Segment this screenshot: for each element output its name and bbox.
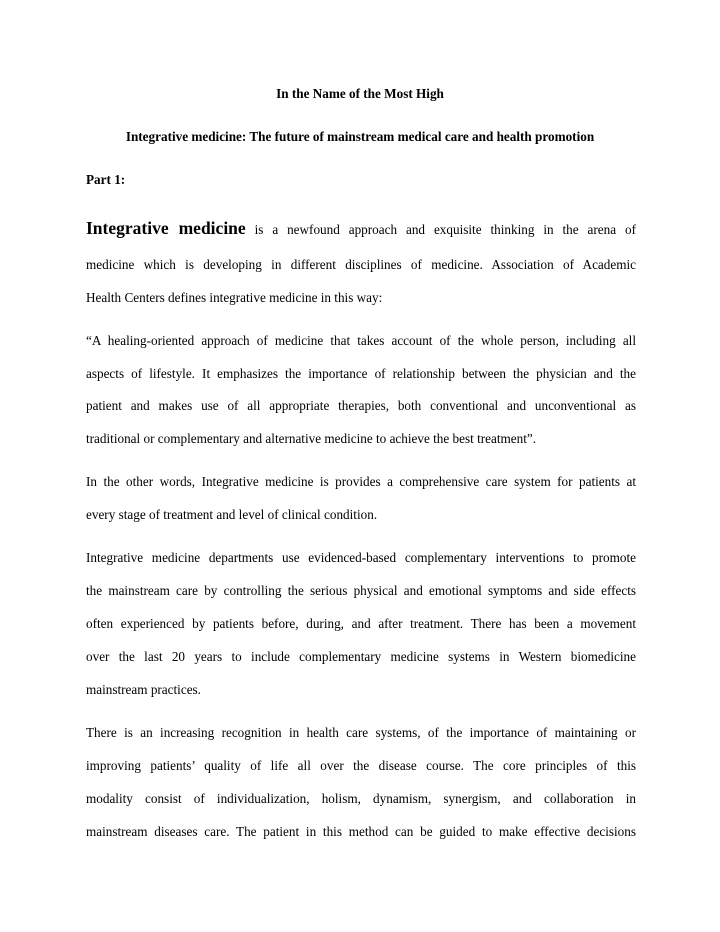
quote-line-3: patient and makes use of all appropriate therapies, both conventional and unconventional as [86, 398, 636, 413]
document-title: Integrative medicine: The future of mainstream medical care and health promotion [125, 129, 595, 144]
intro-line-3: Health Centers defines integrative medicine in this way: [86, 290, 383, 305]
departments-line-4: over the last 20 years to include complementary medicine systems in Western biomedicine [86, 649, 636, 664]
departments-line-2: the mainstream care by controlling the serious physical and emotional symptoms and side effects [86, 583, 636, 598]
part-label: Part 1: [86, 172, 126, 187]
quote-line-2: aspects of lifestyle. It emphasizes the importance of relationship between the physician and the [86, 366, 636, 381]
recognition-line-2: improving patients’ quality of life all over the disease course. The core principles of this [86, 758, 636, 773]
recognition-line-4: mainstream diseases care. The patient in this method can be guided to make effective decisions [86, 824, 636, 839]
other-words-line-2: every stage of treatment and level of clinical condition. [86, 507, 378, 522]
recognition-line-1: There is an increasing recognition in health care systems, of the importance of maintaining or [86, 725, 636, 740]
intro-line-2: medicine which is developing in different disciplines of medicine. Association of Academic [86, 257, 636, 272]
other-words-line-1: In the other words, Integrative medicine is provides a comprehensive care system for patients at [86, 474, 636, 489]
recognition-line-3: modality consist of individualization, holism, dynamism, synergism, and collaboration in [86, 791, 636, 806]
quote-line-1: “A healing-oriented approach of medicine that takes account of the whole person, including all [86, 333, 636, 348]
lead-term: Integrative medicine [86, 218, 246, 238]
page-header: In the Name of the Most High [276, 86, 444, 101]
quote-line-4: traditional or complementary and alternative medicine to achieve the best treatment”. [86, 431, 537, 446]
departments-line-5: mainstream practices. [86, 682, 201, 697]
departments-line-3: often experienced by patients before, during, and after treatment. There has been a movement [86, 616, 636, 631]
intro-line-1 [86, 218, 636, 240]
intro-line-1-rest: is a newfound approach and exquisite thinking in the arena of [245, 222, 636, 237]
departments-line-1: Integrative medicine departments use evidenced-based complementary interventions to promote [86, 550, 636, 565]
